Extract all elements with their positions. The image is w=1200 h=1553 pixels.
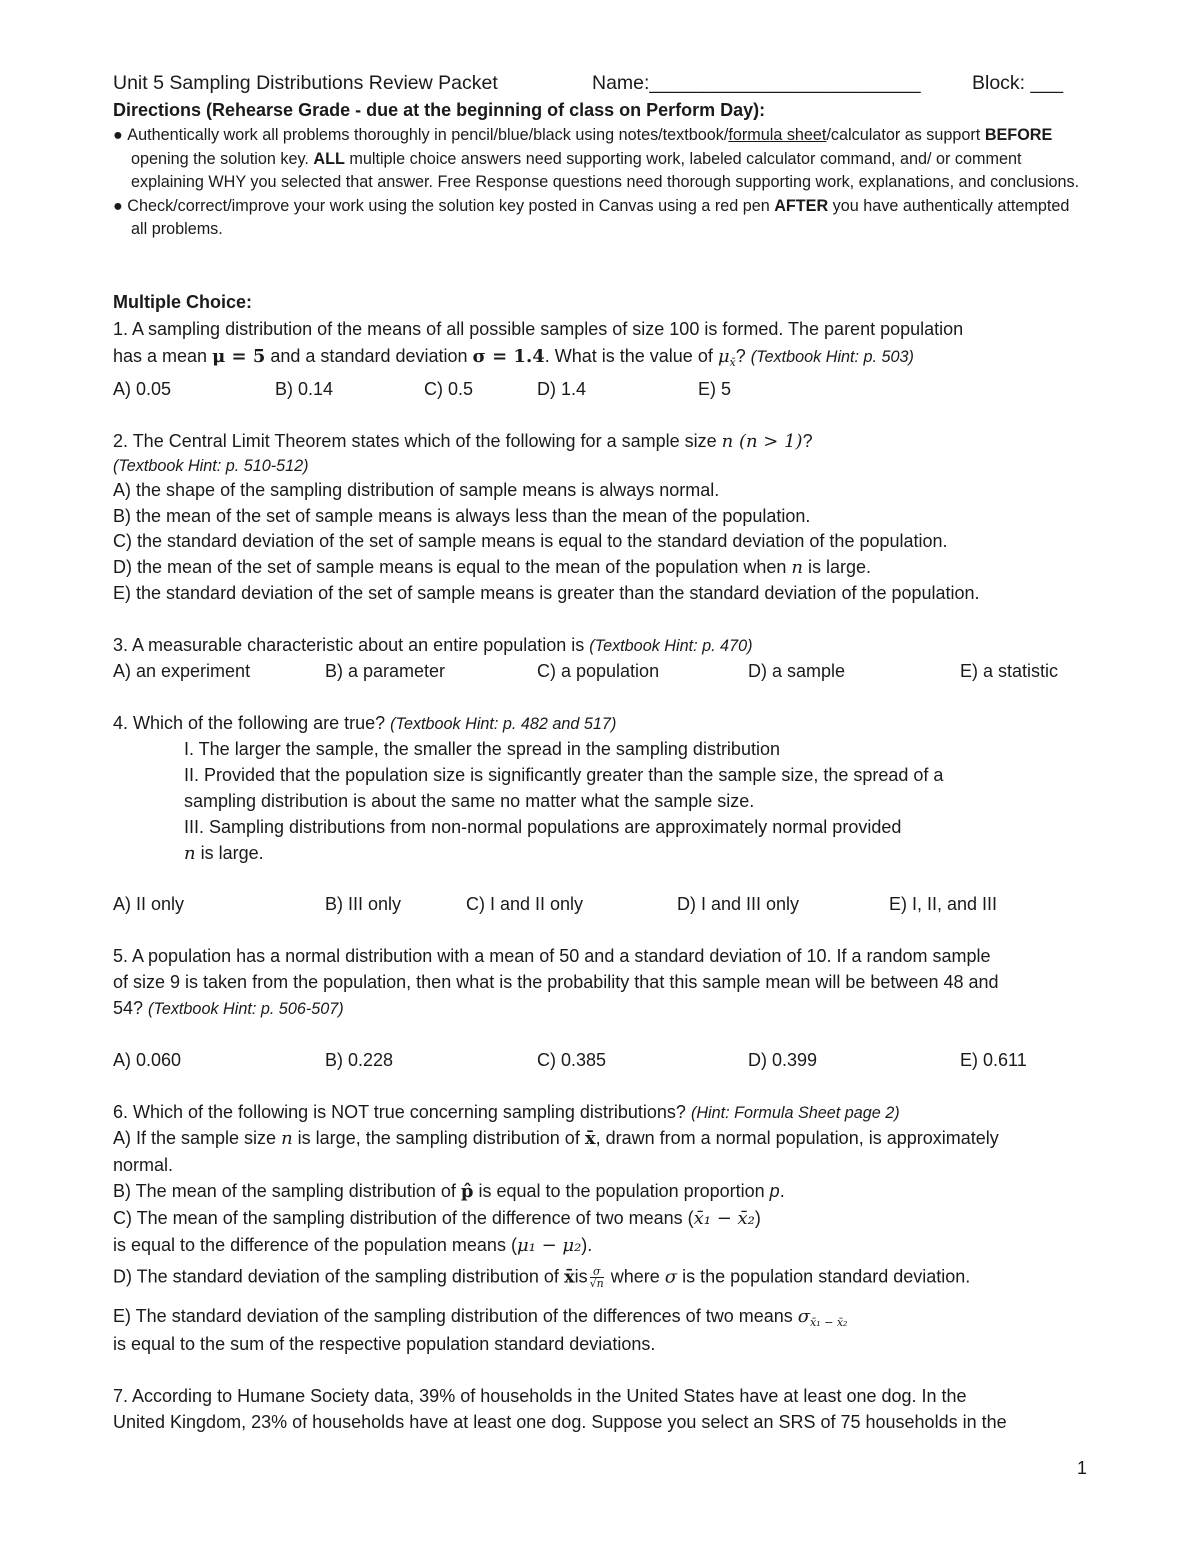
q6-choice-a-line2: normal. — [113, 1155, 174, 1175]
directions-bullet-2: ● Check/correct/improve your work using the solution key posted in Canvas using a red pen AFTER you have authentically attempted all problems. — [113, 196, 1070, 238]
q3-question: 3. A measurable characteristic about an entire population is (Textbook Hint: p. 470) — [113, 635, 753, 655]
q6-choice-c-line1: C) The mean of the sampling distribution of the difference of two means (x̄₁ − x̄₂) — [113, 1208, 761, 1229]
q2-choice-b: B) the mean of the set of sample means is always less than the mean of the population. — [113, 506, 811, 526]
q3-choice-e: E) a statistic — [960, 661, 1059, 681]
q6-choice-e-line1: E) The standard deviation of the sampling distribution of the differences of two means $\sigma_{x̄_1 - x̄_2}$ — [113, 1306, 848, 1329]
block-field: Block: ___ — [972, 72, 1064, 94]
q5-choice-c: C) 0.385 — [537, 1050, 607, 1070]
formula-sheet-link[interactable]: formula sheet — [728, 126, 827, 144]
q1-choice-a: A) 0.05 — [113, 379, 172, 399]
q7-line1: 7. According to Humane Society data, 39% of households in the United States have at least one dog. In the — [113, 1386, 967, 1406]
q6-choice-e-line2: is equal to the sum of the respective population standard deviations. — [113, 1334, 656, 1354]
q3-choice-d: D) a sample — [748, 661, 846, 681]
q4-statement-1: I. The larger the sample, the smaller the spread in the sampling distribution — [184, 739, 780, 759]
q6-choice-d: D) The standard deviation of the sampling distribution of x̄is $\frac{\sigma}{√n}$ where σ is the population standard deviation. — [113, 1265, 971, 1290]
q1-choice-e: E) 5 — [698, 379, 732, 399]
sigma-over-root-n: $\frac{\sigma}{√n}$ — [589, 1265, 604, 1290]
q7-line2: United Kingdom, 23% of households have at least one dog. Suppose you select an SRS of 75 households in the — [113, 1412, 1007, 1432]
q1-line1: 1. A sampling distribution of the means of all possible samples of size 100 is formed. The parent population — [113, 319, 964, 339]
q3-choice-c: C) a population — [537, 661, 660, 681]
q6-question: 6. Which of the following is NOT true concerning sampling distributions? (Hint: Formula Sheet page 2) — [113, 1102, 900, 1122]
section-title: Multiple Choice: — [113, 292, 252, 312]
q6-choice-a-line1: A) If the sample size n is large, the sampling distribution of x̄, drawn from a normal population, is approximately — [113, 1128, 999, 1149]
q4-choice-a: A) II only — [113, 894, 185, 914]
directions-list — [113, 124, 1088, 242]
q4-statement-3b: n is large. — [184, 843, 264, 864]
directions-bullet-1: ● Authentically work all problems thoroughly in pencil/blue/black using notes/textbook/formula sheet/calculator as support BEFORE opening the solution key. ALL multiple choice answers need supporting work, labeled calculator command, and/ or comment explaining WHY you selected that answer. Free Response questions need thorough supporting work, explanations, and conclusions. — [113, 126, 1080, 191]
q5-line1: 5. A population has a normal distribution with a mean of 50 and a standard deviation of 10. If a random sample — [113, 946, 991, 966]
q6-choice-c-line2: is equal to the difference of the population means (μ₁ − μ₂). — [113, 1235, 593, 1256]
q5-choice-b: B) 0.228 — [325, 1050, 394, 1070]
q4-statement-2b: sampling distribution is about the same no matter what the sample size. — [184, 791, 755, 811]
q4-choice-c: C) I and II only — [466, 894, 584, 914]
page-title: Unit 5 Sampling Distributions Review Packet — [113, 72, 498, 94]
q5-line2: of size 9 is taken from the population, then what is the probability that this sample mean will be between 48 and — [113, 972, 999, 992]
q1-choice-c: C) 0.5 — [424, 379, 474, 399]
directions-heading: Directions (Rehearse Grade - due at the beginning of class on Perform Day): — [113, 100, 766, 120]
q1-choice-d: D) 1.4 — [537, 379, 587, 399]
page-number: 1 — [1077, 1458, 1088, 1478]
q4-choice-d: D) I and III only — [677, 894, 800, 914]
q2-choice-c: C) the standard deviation of the set of sample means is equal to the standard deviation of the population. — [113, 531, 948, 551]
q4-choice-b: B) III only — [325, 894, 402, 914]
q1-choice-b: B) 0.14 — [275, 379, 334, 399]
q3-choice-b: B) a parameter — [325, 661, 446, 681]
q4-statement-2a: II. Provided that the population size is significantly greater than the sample size, the spread of a — [184, 765, 944, 785]
q4-choice-e: E) I, II, and III — [889, 894, 998, 914]
q6-choice-b: B) The mean of the sampling distribution of p̂ is equal to the population proportion p. — [113, 1181, 785, 1202]
q2-question: 2. The Central Limit Theorem states which of the following for a sample size n (n > 1)? — [113, 431, 813, 452]
q2-choice-d: D) the mean of the set of sample means is equal to the mean of the population when n is large. — [113, 557, 872, 578]
q1-line2: has a mean μ = 5 and a standard deviation σ = 1.4. What is the value of $\mu_{x̄}$? (Textbook Hint: p. 503) — [113, 346, 914, 369]
name-field: Name:_________________________ — [592, 72, 921, 94]
q5-choice-e: E) 0.611 — [960, 1050, 1027, 1070]
q5-choice-a: A) 0.060 — [113, 1050, 182, 1070]
q3-choice-a: A) an experiment — [113, 661, 251, 681]
q5-line3: 54? (Textbook Hint: p. 506-507) — [113, 998, 344, 1018]
q2-choice-a: A) the shape of the sampling distribution of sample means is always normal. — [113, 480, 720, 500]
q4-statement-3a: III. Sampling distributions from non-normal populations are approximately normal provided — [184, 817, 902, 837]
q4-question: 4. Which of the following are true? (Textbook Hint: p. 482 and 517) — [113, 713, 617, 733]
q2-hint: (Textbook Hint: p. 510-512) — [113, 457, 309, 475]
q2-choice-e: E) the standard deviation of the set of sample means is greater than the standard deviation of the population. — [113, 583, 980, 603]
q5-choice-d: D) 0.399 — [748, 1050, 818, 1070]
